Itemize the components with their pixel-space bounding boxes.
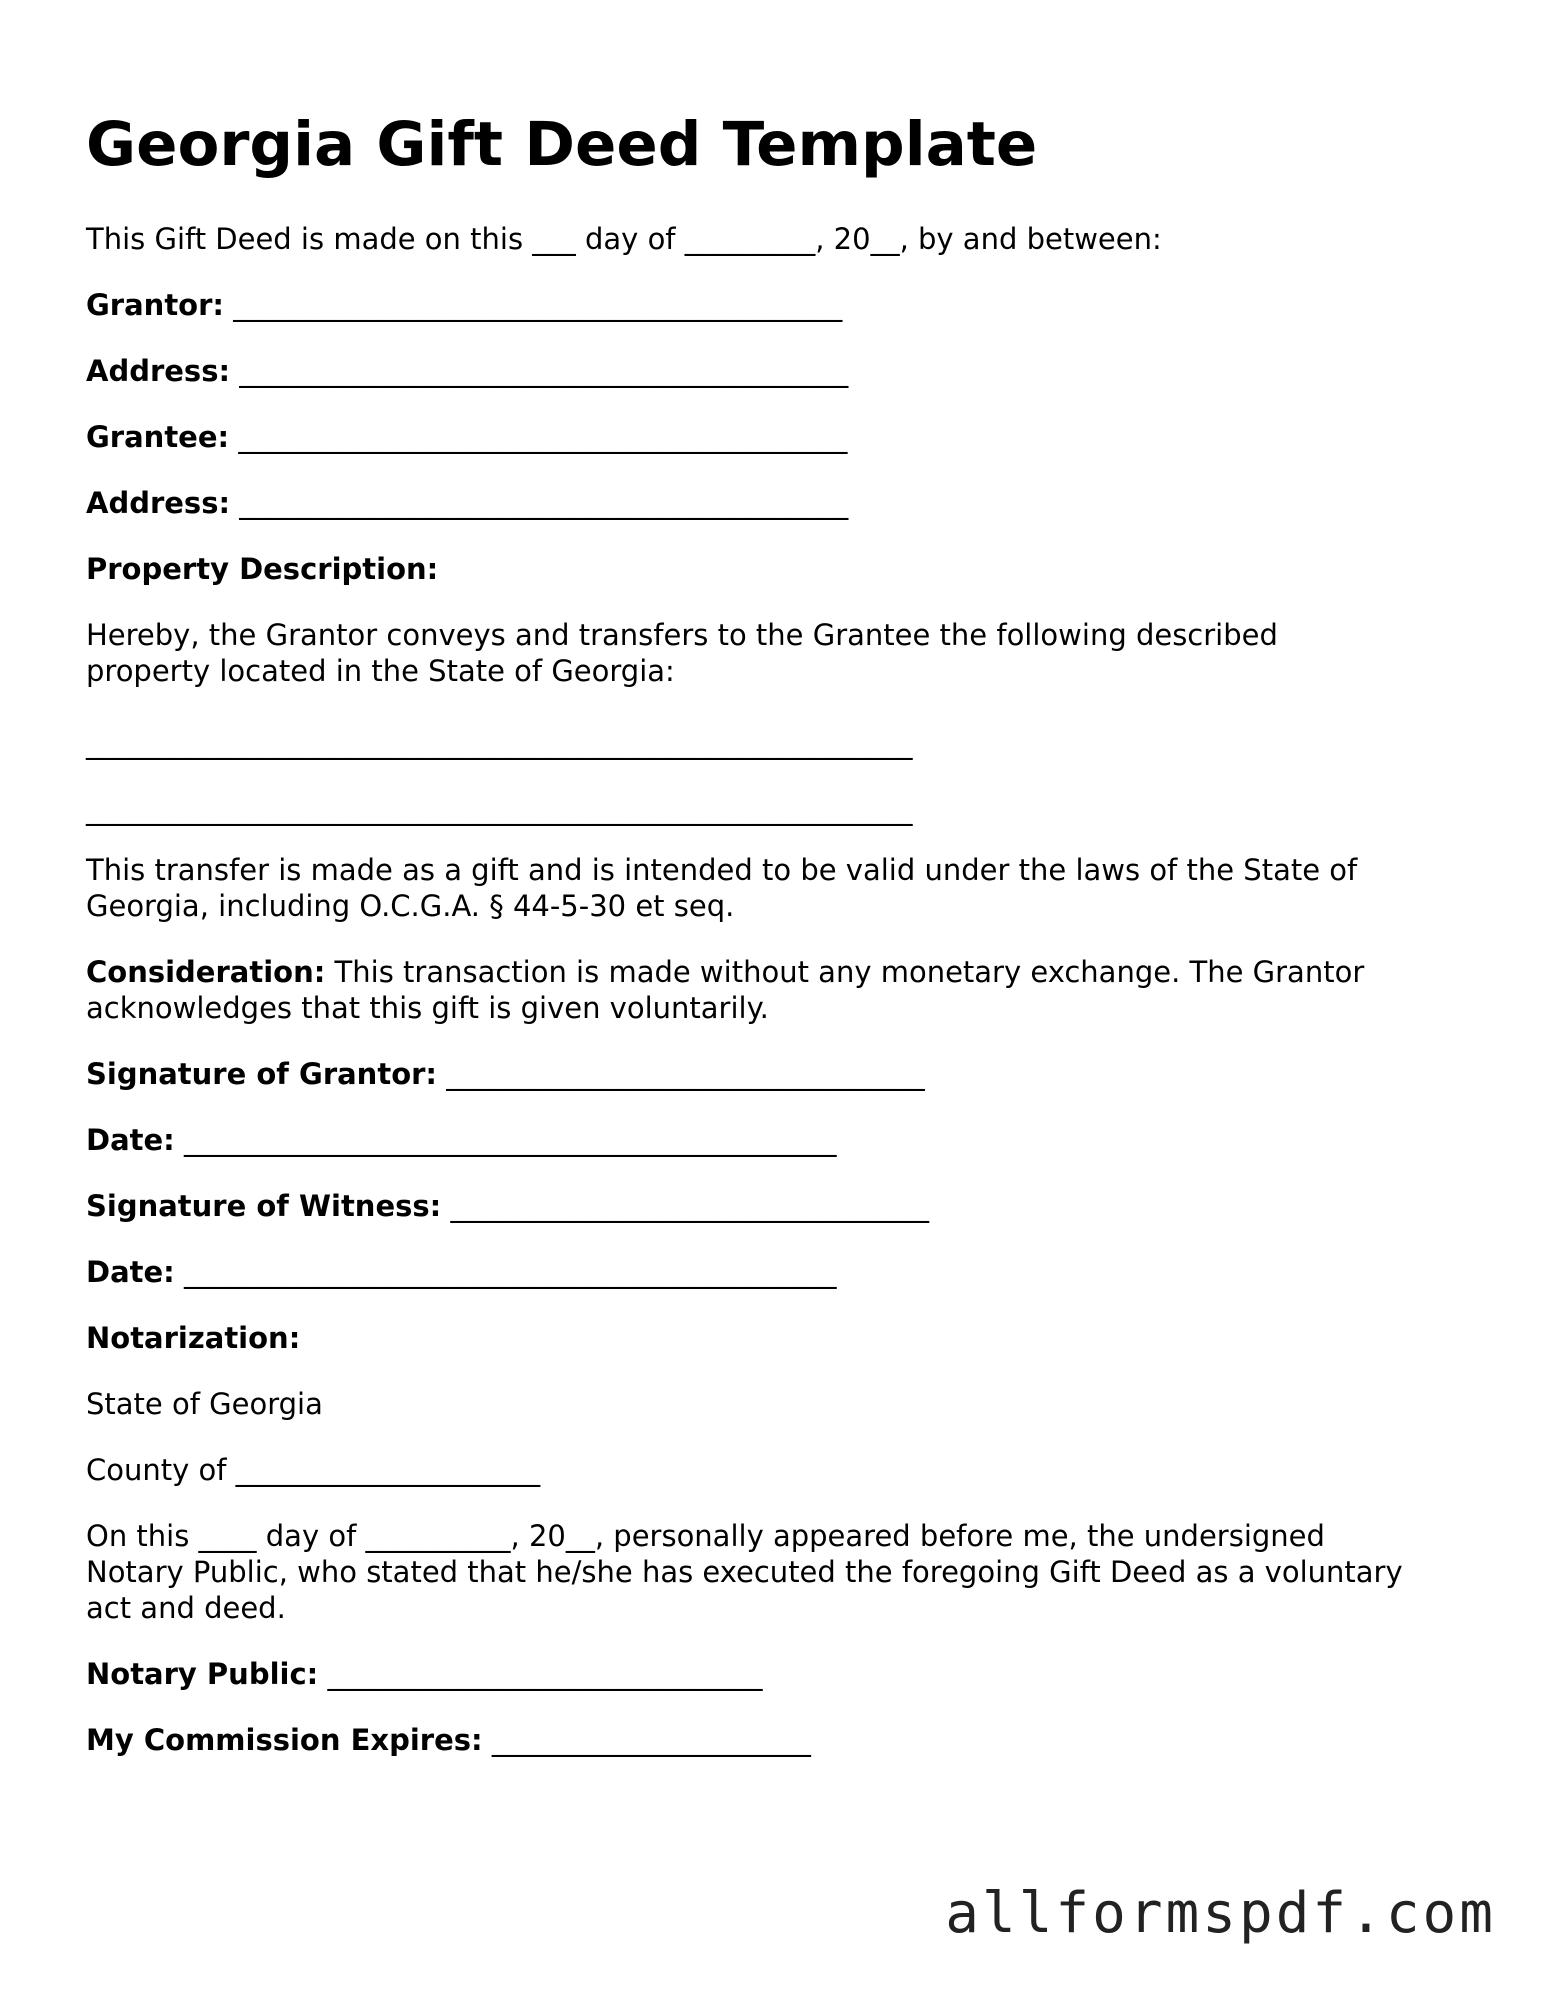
property-text-line: property located in the State of Georgia: — [86, 654, 675, 688]
commission-field — [86, 1722, 811, 1758]
consideration-paragraph — [86, 954, 1486, 1026]
property-blank-line-2: _________________________________________________________ — [86, 792, 913, 826]
gift-text-line: Georgia, including O.C.G.A. § 44-5-30 et seq. — [86, 889, 735, 923]
grantee-label: Grantee: — [86, 420, 230, 454]
grantor-blank: __________________________________________ — [233, 288, 843, 322]
site-watermark: allformspdf.com — [945, 1881, 1496, 1946]
gift-text-line: This transfer is made as a gift and is intended to be valid under the laws of the State of — [86, 853, 1358, 887]
signature-grantor-field — [86, 1056, 925, 1092]
state-line: State of Georgia — [86, 1387, 323, 1421]
commission-blank: ______________________ — [491, 1723, 811, 1757]
county-line: County of _____________________ — [86, 1453, 541, 1487]
consideration-line-1 — [86, 954, 1486, 990]
date-blank-2: _____________________________________________ — [184, 1255, 837, 1289]
grantor-address-label: Address: — [86, 354, 231, 388]
signature-witness-blank: _________________________________ — [450, 1189, 929, 1223]
signature-grantor-label: Signature of Grantor: — [86, 1057, 438, 1091]
property-blank-line-1: _________________________________________________________ — [86, 726, 913, 760]
grantee-address-field — [86, 485, 848, 521]
property-paragraph — [86, 617, 1486, 689]
notary-text-line: act and deed. — [86, 1591, 286, 1625]
grantor-field — [86, 287, 842, 323]
consideration-text-line: acknowledges that this gift is given voluntarily. — [86, 991, 769, 1025]
date-field-1 — [86, 1122, 837, 1158]
notary-text-line: On this ____ day of __________, 20__, personally appeared before me, the undersigned — [86, 1519, 1325, 1553]
date-field-2 — [86, 1254, 837, 1290]
signature-witness-label: Signature of Witness: — [86, 1189, 442, 1223]
notary-public-field — [86, 1656, 762, 1692]
document-title: Georgia Gift Deed Template — [86, 109, 1038, 180]
grantee-address-blank: __________________________________________ — [239, 486, 849, 520]
date-label-1: Date: — [86, 1123, 175, 1157]
date-label-2: Date: — [86, 1255, 175, 1289]
grantor-address-field — [86, 353, 848, 389]
commission-label: My Commission Expires: — [86, 1723, 483, 1757]
grantor-address-blank: __________________________________________ — [239, 354, 849, 388]
notary-paragraph — [86, 1518, 1486, 1626]
notary-public-blank: ______________________________ — [327, 1657, 763, 1691]
consideration-label: Consideration: — [86, 955, 326, 989]
gift-paragraph — [86, 852, 1486, 924]
notarization-heading: Notarization: — [86, 1321, 301, 1355]
notary-public-label: Notary Public: — [86, 1657, 319, 1691]
property-text-line: Hereby, the Grantor conveys and transfers to the Grantee the following described — [86, 618, 1278, 652]
notary-text-line: Notary Public, who stated that he/she has executed the foregoing Gift Deed as a voluntary — [86, 1555, 1403, 1589]
grantor-label: Grantor: — [86, 288, 225, 322]
property-heading: Property Description: — [86, 552, 439, 586]
grantee-address-label: Address: — [86, 486, 231, 520]
signature-witness-field — [86, 1188, 929, 1224]
grantee-field — [86, 419, 847, 455]
signature-grantor-blank: _________________________________ — [446, 1057, 925, 1091]
consideration-text: This transaction is made without any monetary exchange. The Grantor — [325, 955, 1365, 989]
date-blank-1: _____________________________________________ — [184, 1123, 837, 1157]
intro-line: This Gift Deed is made on this ___ day of _________, 20__, by and between: — [86, 222, 1162, 256]
grantee-blank: __________________________________________ — [238, 420, 848, 454]
